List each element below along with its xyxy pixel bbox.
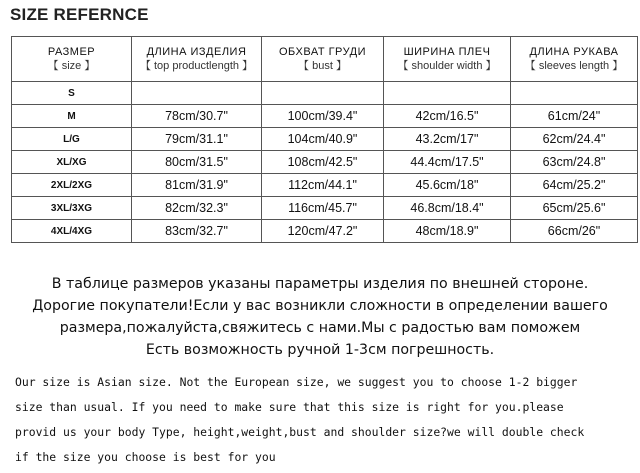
shoulder-cell: 46.8cm/18.4" bbox=[384, 197, 511, 220]
shoulder-cell: 44.4cm/17.5" bbox=[384, 151, 511, 174]
sleeve-cell bbox=[511, 82, 638, 105]
russian-note-line: размера,пожалуйста,свяжитесь с нами.Мы с радостью вам поможем bbox=[59, 320, 581, 336]
table-row bbox=[12, 197, 638, 220]
header-size bbox=[12, 37, 132, 82]
header-main: РАЗМЕР bbox=[47, 45, 96, 58]
header-bust bbox=[262, 37, 384, 82]
sleeve-cell: 66cm/26" bbox=[511, 220, 638, 243]
sleeve-cell: 61cm/24" bbox=[511, 105, 638, 128]
shoulder-cell bbox=[384, 82, 511, 105]
header-sleeve bbox=[511, 37, 638, 82]
shoulder-cell: 48cm/18.9" bbox=[384, 220, 511, 243]
header-sub: 【 size 】 bbox=[47, 59, 96, 72]
bust-cell: 108cm/42.5" bbox=[262, 151, 384, 174]
shoulder-cell: 45.6cm/18" bbox=[384, 174, 511, 197]
table-row bbox=[12, 151, 638, 174]
english-note-line: provid us your body Type, height,weight,bust and shoulder size?we will double check bbox=[15, 425, 585, 439]
header-main: ОБХВАТ ГРУДИ bbox=[279, 45, 366, 58]
table-row bbox=[12, 105, 638, 128]
size-chart-table bbox=[11, 36, 638, 243]
size-cell: S bbox=[12, 82, 132, 105]
header-sub: 【 shoulder width 】 bbox=[397, 59, 497, 72]
shoulder-cell: 42cm/16.5" bbox=[384, 105, 511, 128]
size-cell: XL/XG bbox=[12, 151, 132, 174]
header-sub: 【 sleeves length 】 bbox=[524, 59, 624, 72]
header-length bbox=[132, 37, 262, 82]
bust-cell: 112cm/44.1" bbox=[262, 174, 384, 197]
length-cell bbox=[132, 82, 262, 105]
header-main: ШИРИНА ПЛЕЧ bbox=[403, 45, 491, 58]
bust-cell: 120cm/47.2" bbox=[262, 220, 384, 243]
sleeve-cell: 64cm/25.2" bbox=[511, 174, 638, 197]
russian-note-line: Дорогие покупатели!Если у вас возникли сложности в определении вашего bbox=[32, 298, 608, 314]
size-cell: 2XL/2XG bbox=[12, 174, 132, 197]
header-main: ДЛИНА ИЗДЕЛИЯ bbox=[146, 45, 247, 58]
size-cell: L/G bbox=[12, 128, 132, 151]
sleeve-cell: 63cm/24.8" bbox=[511, 151, 638, 174]
length-cell: 82cm/32.3" bbox=[132, 197, 262, 220]
header-sub: 【 bust 】 bbox=[298, 59, 347, 72]
length-cell: 83cm/32.7" bbox=[132, 220, 262, 243]
length-cell: 79cm/31.1" bbox=[132, 128, 262, 151]
size-cell: 3XL/3XG bbox=[12, 197, 132, 220]
shoulder-cell: 43.2cm/17" bbox=[384, 128, 511, 151]
header-sub: 【 top productlength 】 bbox=[139, 59, 254, 72]
size-cell: M bbox=[12, 105, 132, 128]
header-shoulder bbox=[384, 37, 511, 82]
size-cell: 4XL/4XG bbox=[12, 220, 132, 243]
chart-title: SIZE REFERNCE bbox=[10, 5, 149, 24]
english-note-line: size than usual. If you need to make sure that this size is right for you.please bbox=[15, 400, 564, 414]
english-note-line: if the size you choose is best for you bbox=[15, 450, 276, 464]
russian-note-line: В таблице размеров указаны параметры изделия по внешней стороне. bbox=[51, 276, 589, 292]
bust-cell: 100cm/39.4" bbox=[262, 105, 384, 128]
table-row bbox=[12, 82, 638, 105]
table-row bbox=[12, 174, 638, 197]
table-row bbox=[12, 220, 638, 243]
table-row bbox=[12, 128, 638, 151]
english-note-line: Our size is Asian size. Not the European size, we suggest you to choose 1-2 bigger bbox=[15, 375, 578, 389]
bust-cell bbox=[262, 82, 384, 105]
sleeve-cell: 65cm/25.6" bbox=[511, 197, 638, 220]
sleeve-cell: 62cm/24.4" bbox=[511, 128, 638, 151]
bust-cell: 116cm/45.7" bbox=[262, 197, 384, 220]
length-cell: 80cm/31.5" bbox=[132, 151, 262, 174]
russian-note-line: Есть возможность ручной 1-3см погрешность. bbox=[145, 342, 495, 358]
table-header-row bbox=[12, 37, 638, 82]
length-cell: 78cm/30.7" bbox=[132, 105, 262, 128]
length-cell: 81cm/31.9" bbox=[132, 174, 262, 197]
bust-cell: 104cm/40.9" bbox=[262, 128, 384, 151]
header-main: ДЛИНА РУКАВА bbox=[529, 45, 619, 58]
